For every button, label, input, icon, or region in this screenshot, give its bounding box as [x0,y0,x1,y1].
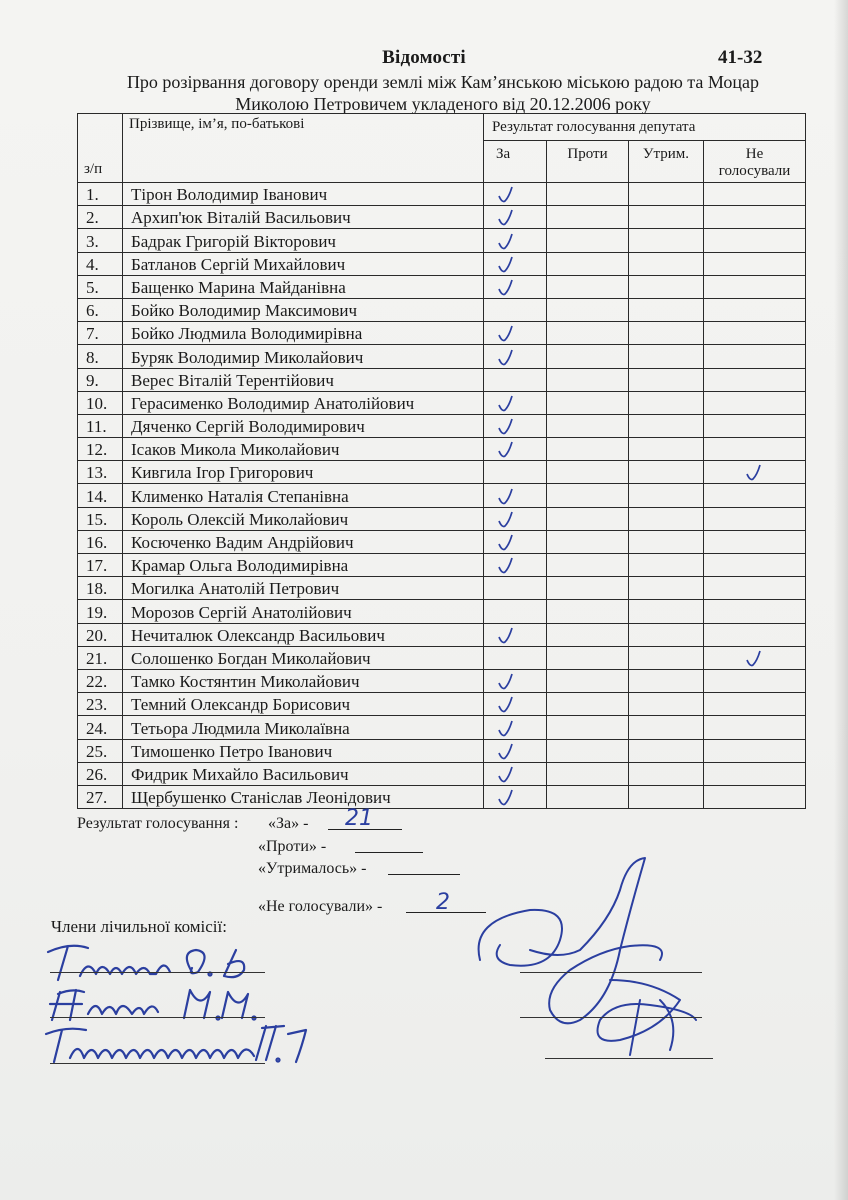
vote-ne-cell [704,739,806,762]
signature-line-2 [50,1017,265,1018]
vote-utrym-cell [629,252,704,275]
vote-proty-cell [547,229,629,252]
table-row [78,345,806,368]
results-proty-label: «Проти» - [258,838,327,855]
vote-proty-cell [547,785,629,808]
vote-za-cell [484,554,547,577]
row-name: Бойко Людмила Володимирівна [123,322,484,345]
vote-za-cell [484,229,547,252]
row-number: 20. [78,623,123,646]
vote-proty-cell [547,507,629,530]
vote-proty-cell [547,414,629,437]
check-mark-icon [498,626,514,644]
vote-za-cell [484,345,547,368]
row-number: 19. [78,600,123,623]
vote-utrym-cell [629,438,704,461]
row-number: 16. [78,530,123,553]
header-number: з/п [78,114,123,183]
check-mark-icon [498,695,514,713]
vote-za-cell [484,368,547,391]
vote-za-cell [484,669,547,692]
vote-utrym-cell [629,646,704,669]
vote-ne-cell [704,298,806,321]
vote-utrym-cell [629,391,704,414]
row-number: 2. [78,206,123,229]
vote-za-cell [484,739,547,762]
vote-ne-cell [704,530,806,553]
vote-za-cell [484,507,547,530]
results-utrym-blank [388,860,460,875]
vote-za-cell [484,577,547,600]
vote-ne-cell [704,669,806,692]
vote-proty-cell [547,275,629,298]
check-mark-icon [498,255,514,273]
vote-za-cell [484,275,547,298]
check-mark-icon [498,417,514,435]
row-number: 9. [78,368,123,391]
vote-utrym-cell [629,554,704,577]
vote-ne-cell [704,414,806,437]
header-name: Прізвище, ім’я, по-батькові [123,114,484,183]
vote-utrym-cell [629,206,704,229]
vote-utrym-cell [629,368,704,391]
table-row [78,554,806,577]
vote-ne-cell [704,183,806,206]
row-number: 4. [78,252,123,275]
check-mark-icon [498,510,514,528]
vote-za-cell [484,762,547,785]
signature-member-1 [48,946,244,980]
signature-member-2 [50,990,256,1020]
table-row [78,322,806,345]
vote-za-cell [484,252,547,275]
results-utrym-label: «Утрималось» - [258,860,367,877]
header-ne [704,141,806,183]
check-mark-icon [498,765,514,783]
row-name: Бащенко Марина Майданівна [123,275,484,298]
vote-ne-cell [704,785,806,808]
vote-proty-cell [547,623,629,646]
results-za-value: 21 [345,806,373,831]
row-number: 17. [78,554,123,577]
vote-utrym-cell [629,322,704,345]
page-edge-shadow [834,0,848,1200]
row-name: Король Олексій Миколайович [123,507,484,530]
header-za: За [484,141,547,183]
table-row [78,298,806,321]
document-title: Відомості [382,47,466,68]
check-mark-icon [498,348,514,366]
check-mark-icon [498,556,514,574]
table-row [78,646,806,669]
vote-proty-cell [547,646,629,669]
vote-proty-cell [547,530,629,553]
row-number: 10. [78,391,123,414]
signature-line-1 [50,972,265,973]
results-ne-value: 2 [436,890,450,915]
row-name: Морозов Сергій Анатолійович [123,600,484,623]
row-name: Батланов Сергій Михайлович [123,252,484,275]
row-name: Буряк Володимир Миколайович [123,345,484,368]
row-name: Крамар Ольга Володимирівна [123,554,484,577]
vote-proty-cell [547,438,629,461]
results-proty-blank [355,838,423,853]
row-number: 21. [78,646,123,669]
row-name: Щербушенко Станіслав Леонідович [123,785,484,808]
vote-za-cell [484,530,547,553]
row-number: 18. [78,577,123,600]
vote-ne-cell [704,252,806,275]
row-name: Архип'юк Віталій Васильович [123,206,484,229]
table-row [78,716,806,739]
table-row [78,229,806,252]
vote-proty-cell [547,554,629,577]
vote-ne-cell [704,600,806,623]
table-row [78,438,806,461]
row-name: Клименко Наталія Степанівна [123,484,484,507]
table-row [78,600,806,623]
table-row [78,461,806,484]
vote-utrym-cell [629,461,704,484]
table-row [78,368,806,391]
row-number: 14. [78,484,123,507]
vote-utrym-cell [629,669,704,692]
vote-utrym-cell [629,762,704,785]
vote-za-cell [484,785,547,808]
row-name: Могилка Анатолій Петрович [123,577,484,600]
vote-ne-cell [704,716,806,739]
vote-za-cell [484,391,547,414]
table-row [78,762,806,785]
vote-za-cell [484,600,547,623]
check-mark-icon [498,742,514,760]
check-mark-icon [498,185,514,203]
voting-table [77,113,806,809]
row-number: 1. [78,183,123,206]
vote-utrym-cell [629,739,704,762]
chairman-line-3 [545,1058,713,1059]
row-name: Темний Олександр Борисович [123,693,484,716]
vote-proty-cell [547,298,629,321]
header-ne-line-2: голосували [718,163,791,179]
vote-za-cell [484,716,547,739]
row-number: 22. [78,669,123,692]
chairman-line-1 [520,972,702,973]
chairman-line-2 [520,1017,702,1018]
subtitle-line-1: Про розірвання договору оренди землі між Кам’янською міською радою та Моцар [126,72,760,92]
header-result: Результат голосування депутата [484,114,806,141]
row-name: Герасименко Володимир Анатолійович [123,391,484,414]
header-proty: Проти [547,141,629,183]
table-row [78,693,806,716]
header-ne-line-1: Не [745,146,764,162]
table-row [78,252,806,275]
row-name: Бадрак Григорій Вікторович [123,229,484,252]
header-utrym: Утрим. [629,141,704,183]
vote-utrym-cell [629,785,704,808]
row-number: 23. [78,693,123,716]
vote-za-cell [484,484,547,507]
vote-proty-cell [547,669,629,692]
row-number: 5. [78,275,123,298]
vote-proty-cell [547,693,629,716]
vote-proty-cell [547,739,629,762]
check-mark-icon [498,533,514,551]
vote-za-cell [484,322,547,345]
vote-za-cell [484,461,547,484]
chairman-signature [470,850,730,1070]
results-ne-label: «Не голосували» - [258,898,383,915]
vote-za-cell [484,438,547,461]
vote-proty-cell [547,484,629,507]
check-mark-icon [746,649,762,667]
vote-proty-cell [547,368,629,391]
check-mark-icon [498,394,514,412]
row-name: Косюченко Вадим Андрійович [123,530,484,553]
subtitle-line-2: Миколою Петровичем укладеного від 20.12.2006 року [235,94,651,114]
vote-ne-cell [704,322,806,345]
vote-za-cell [484,646,547,669]
vote-ne-cell [704,275,806,298]
vote-ne-cell [704,229,806,252]
check-mark-icon [498,672,514,690]
vote-utrym-cell [629,275,704,298]
check-mark-icon [498,487,514,505]
row-number: 12. [78,438,123,461]
check-mark-icon [498,719,514,737]
row-name: Фидрик Михайло Васильович [123,762,484,785]
row-number: 25. [78,739,123,762]
vote-proty-cell [547,762,629,785]
commission-label: Члени лічильної комісії: [51,917,227,936]
vote-proty-cell [547,577,629,600]
row-name: Кивгила Ігор Григорович [123,461,484,484]
vote-ne-cell [704,461,806,484]
vote-ne-cell [704,623,806,646]
row-name: Солошенко Богдан Миколайович [123,646,484,669]
row-number: 7. [78,322,123,345]
signature-line-3 [50,1063,265,1064]
vote-utrym-cell [629,530,704,553]
row-name: Верес Віталій Терентійович [123,368,484,391]
vote-ne-cell [704,693,806,716]
row-number: 24. [78,716,123,739]
vote-utrym-cell [629,623,704,646]
row-number: 27. [78,785,123,808]
check-mark-icon [498,208,514,226]
row-number: 15. [78,507,123,530]
vote-proty-cell [547,345,629,368]
vote-proty-cell [547,391,629,414]
row-name: Тірон Володимир Іванович [123,183,484,206]
table-row [78,577,806,600]
vote-za-cell [484,183,547,206]
row-name: Дяченко Сергій Володимирович [123,414,484,437]
vote-proty-cell [547,600,629,623]
row-name: Нечиталюк Олександр Васильович [123,623,484,646]
vote-proty-cell [547,322,629,345]
table-row [78,414,806,437]
vote-utrym-cell [629,414,704,437]
vote-proty-cell [547,252,629,275]
row-name: Тимошенко Петро Іванович [123,739,484,762]
check-mark-icon [498,788,514,806]
results-za-label: «За» - [268,815,309,832]
vote-proty-cell [547,183,629,206]
vote-ne-cell [704,368,806,391]
vote-proty-cell [547,206,629,229]
row-number: 13. [78,461,123,484]
table-row [78,623,806,646]
vote-utrym-cell [629,345,704,368]
table-row [78,391,806,414]
vote-utrym-cell [629,298,704,321]
vote-ne-cell [704,762,806,785]
vote-ne-cell [704,206,806,229]
vote-ne-cell [704,646,806,669]
table-row [78,530,806,553]
row-name: Тамко Костянтин Миколайович [123,669,484,692]
table-row [78,183,806,206]
vote-ne-cell [704,438,806,461]
vote-utrym-cell [629,183,704,206]
row-number: 8. [78,345,123,368]
table-row [78,669,806,692]
check-mark-icon [498,232,514,250]
document-subtitle [78,71,808,115]
vote-za-cell [484,298,547,321]
table-row [78,206,806,229]
signature-member-3 [46,1026,306,1062]
table-row [78,484,806,507]
vote-ne-cell [704,554,806,577]
vote-ne-cell [704,484,806,507]
vote-ne-cell [704,391,806,414]
vote-utrym-cell [629,577,704,600]
results-label: Результат голосування : [77,815,239,832]
vote-utrym-cell [629,716,704,739]
vote-utrym-cell [629,484,704,507]
vote-proty-cell [547,461,629,484]
commission-signatures [40,930,360,1080]
row-number: 6. [78,298,123,321]
vote-za-cell [484,206,547,229]
vote-utrym-cell [629,693,704,716]
vote-ne-cell [704,345,806,368]
vote-za-cell [484,623,547,646]
vote-proty-cell [547,716,629,739]
vote-utrym-cell [629,600,704,623]
table-row [78,275,806,298]
vote-utrym-cell [629,507,704,530]
check-mark-icon [498,278,514,296]
document-number: 41-32 [718,47,763,68]
row-name: Бойко Володимир Максимович [123,298,484,321]
vote-utrym-cell [629,229,704,252]
row-name: Ісаков Микола Миколайович [123,438,484,461]
table-row [78,785,806,808]
row-name: Тетьора Людмила Миколаївна [123,716,484,739]
check-mark-icon [498,440,514,458]
check-mark-icon [498,324,514,342]
table-row [78,507,806,530]
row-number: 26. [78,762,123,785]
row-number: 3. [78,229,123,252]
table-row [78,739,806,762]
row-number: 11. [78,414,123,437]
check-mark-icon [746,463,762,481]
vote-za-cell [484,693,547,716]
vote-za-cell [484,414,547,437]
vote-ne-cell [704,507,806,530]
vote-ne-cell [704,577,806,600]
